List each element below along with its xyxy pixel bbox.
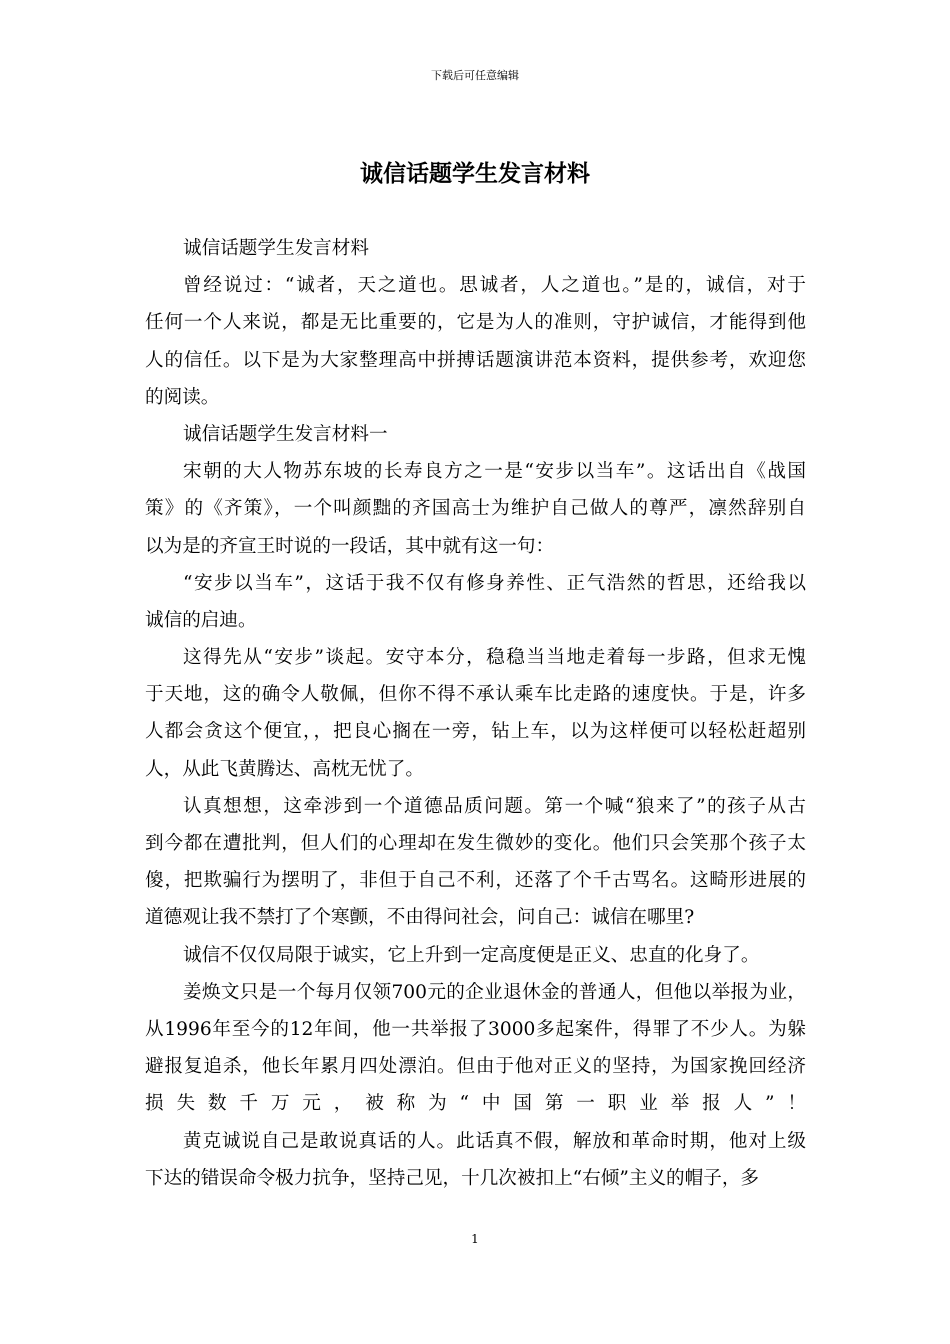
text-line: 的阅读。 — [145, 386, 220, 408]
text-line: 人的信任。以下是为大家整理高中拼搏话题演讲范本资料，提供参考，欢迎您 — [145, 349, 806, 371]
text-line: 曾经说过：“诚者，天之道也。思诚者，人之道也。”是的，诚信，对于 — [183, 275, 806, 297]
text-line: 损失数千万元，被称为“中国第一职业举报人”！ — [145, 1093, 806, 1115]
paragraph — [145, 453, 806, 565]
text-line: 姜焕文只是一个每月仅领700元的企业退休金的普通人，但他以举报为业， — [183, 981, 806, 1003]
paragraph — [145, 416, 806, 453]
text-line: 下达的错误命令极力抗争，坚持己见，十几次被扣上“右倾”主义的帽子，多 — [145, 1167, 760, 1189]
text-line: 诚信的启迪。 — [145, 609, 257, 631]
text-line: 宋朝的大人物苏东坡的长寿良方之一是“安步以当车”。这话出自《战国 — [183, 461, 806, 483]
paragraph — [145, 1123, 806, 1197]
text-line: 黄克诚说自己是敢说真话的人。此话真不假，解放和革命时期，他对上级 — [183, 1130, 806, 1152]
paragraph — [145, 937, 806, 974]
text-line: 避报复追杀，他长年累月四处漂泊。但由于他对正义的坚持，为国家挽回经济 — [145, 1056, 806, 1078]
page-number: 1 — [471, 1232, 479, 1246]
text-line: 傻，把欺骗行为摆明了，非但于自己不利，还落了个千古骂名。这畸形进展的 — [145, 870, 806, 892]
paragraph — [145, 639, 806, 788]
text-line: 策》的《齐策》，一个叫颜黜的齐国高士为维护自己做人的尊严，凛然辞别自 — [145, 498, 806, 520]
paragraph — [145, 230, 806, 267]
text-line: 从1996年至今的12年间，他一共举报了3000多起案件，得罪了不少人。为躲 — [145, 1018, 806, 1040]
paragraph — [145, 788, 806, 937]
paragraph — [145, 565, 806, 639]
text-line: 道德观让我不禁打了个寒颤，不由得问社会，问自己：诚信在哪里? — [145, 907, 695, 929]
text-line: 诚信话题学生发言材料 — [183, 238, 369, 259]
text-line: 人，从此飞黄腾达、高枕无忧了。 — [145, 758, 424, 780]
text-line: 认真想想，这牵涉到一个道德品质问题。第一个喊“狼来了”的孩子从古 — [183, 795, 806, 817]
text-line: 到今都在遭批判，但人们的心理却在发生微妙的变化。他们只会笑那个孩子太 — [145, 833, 806, 854]
text-line: 以为是的齐宣王时说的一段话，其中就有这一句： — [145, 535, 555, 557]
document-title: 诚信话题学生发言材料 — [360, 161, 590, 187]
document-body — [145, 230, 806, 1197]
text-line: 人都会贪这个便宜，，把良心搁在一旁，钻上车，以为这样便可以轻松赶超别 — [145, 721, 806, 743]
text-line: 这得先从“安步”谈起。安守本分，稳稳当当地走着每一步路，但求无愧 — [183, 647, 806, 669]
text-line: “安步以当车”，这话于我不仅有修身养性、正气浩然的哲思，还给我以 — [183, 572, 806, 594]
paragraph — [145, 974, 806, 1123]
paragraph — [145, 267, 806, 416]
text-line: 于天地，这的确令人敬佩，但你不得不承认乘车比走路的速度快。于是，许多 — [145, 684, 806, 706]
text-line: 诚信话题学生发言材料一 — [183, 423, 388, 445]
text-line: 任何一个人来说，都是无比重要的，它是为人的准则，守护诚信，才能得到他 — [145, 312, 806, 334]
page-header: 下载后可任意编辑 — [431, 69, 519, 82]
text-line: 诚信不仅仅局限于诚实，它上升到一定高度便是正义、忠直的化身了。 — [183, 944, 760, 966]
